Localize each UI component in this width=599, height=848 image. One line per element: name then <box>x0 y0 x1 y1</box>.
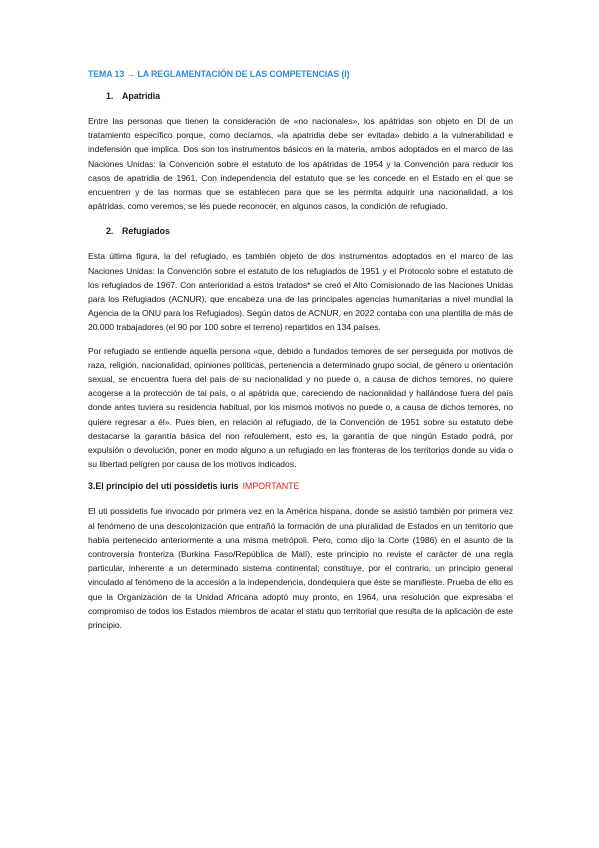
section-number: 1. <box>106 91 114 101</box>
document-title: TEMA 13 → LA REGLAMENTACIÓN DE LAS COMPETENCIAS (I) <box>88 69 350 79</box>
paragraph: El uti possidetis fue invocado por primera vez en la América hispana, donde se asistió también por primera vez al fenómeno de una descolonización que entrañó la formación de una pluralidad de Estados en un territorio que había pertenecido anteriormente a una misma metrópoli. Pero, como dijo la Corte (1986) en el asunto de la controversia fronteriza (Burkina Faso/República de Malí), este principio no reviste el carácter de una regla particular, inherente a un determinado sistema continental; constituye, por el contrario, un principio general vinculado al fenómeno de la accesión a la independencia, dondequiera que éste se manifieste. Prueba de ello es que la Organización de la Unidad Africana adoptó muy pronto, en 1964, una resolución que expresaba el compromiso de todos los Estados miembros de acatar el statu quo territorial que resulta de la aplicación de este principio. <box>88 506 513 631</box>
paragraph: Entre las personas que tienen la consideración de «no nacionales», los apátridas son objeto en DI de un tratamiento específico porque, como decíamos, «la apatridia debe ser evitada» debido a la vulnerabilidad e indefensión que implica. Dos son los instrumentos básicos en la materia, ambos adoptados en el marco de las Naciones Unidas: la Convención sobre el estatuto de los apátridas de 1954 y la Convención para reducir los casos de apatridia de 1961. Con independencia del estatuto que se les concede en el Estado en el que se encuentren y de las normas que se establecen para que se les permita adquirir una nacionalidad, a los apátridas, como veremos, se les puede reconocer, en algunos casos, la condición de refugiado. <box>88 116 513 212</box>
section-heading-apatridia <box>88 90 513 102</box>
paragraph: Esta última figura, la del refugiado, es también objeto de dos instrumentos adoptados en el marco de las Naciones Unidas: la Convención sobre el estatuto de los refugiados de 1951 y el Protocolo sobre el estatuto de los refugiados de 1967. Con anterioridad a estos tratados* se creó el Alto Comisionado de las Naciones Unidas para los Refugiados (ACNUR), que encabeza una de las principales agencias humanitarias a nivel mundial la Agencia de la ONU para los Refugiados). Según datos de ACNUR, en 2022 contaba con una plantilla de más de 20.000 trabajadores (el 90 por 100 sobre el terreno) repartidos en 134 países. <box>88 251 513 333</box>
section-heading-refugiados <box>88 225 513 237</box>
section-heading-uti-possidetis <box>88 480 513 492</box>
section-heading-text: 3.El principio del uti possidetis iuris <box>88 481 239 492</box>
paragraph: Por refugiado se entiende aquella persona «que, debido a fundados temores de ser perseguida por motivos de raza, religión, nacionalidad, opiniones políticas, pertenencia a determinado grupo social, de género u orientación sexual, se encuentra fuera del país de su nacionalidad y no puede o, a causa de dichos temores, no quiere acogerse a la protección de tal país, o al apátrida que, careciendo de nacionalidad y hallándose fuera del país donde antes tuviera su residencia habitual, por los mismos motivos no puede o, a causa de dichos temores, no quiere regresar a él». Pues bien, en relación al refugiado, de la Convención de 1951 sobre su estatuto debe destacarse la garantía básica del non refoulement, esto es, la garantía de que ningún Estado podrá, por expulsión o devolución, poner en modo alguno a un refugiado en las fronteras de los territorios donde su vida o su libertad peligren por causa de los motivos indicados. <box>88 345 513 470</box>
section-number: 2. <box>106 226 114 237</box>
document-page <box>88 68 513 641</box>
section-heading-text: Apatridia <box>122 91 161 101</box>
important-tag: IMPORTANTE <box>242 481 300 492</box>
section-heading-text: Refugiados <box>122 226 170 237</box>
